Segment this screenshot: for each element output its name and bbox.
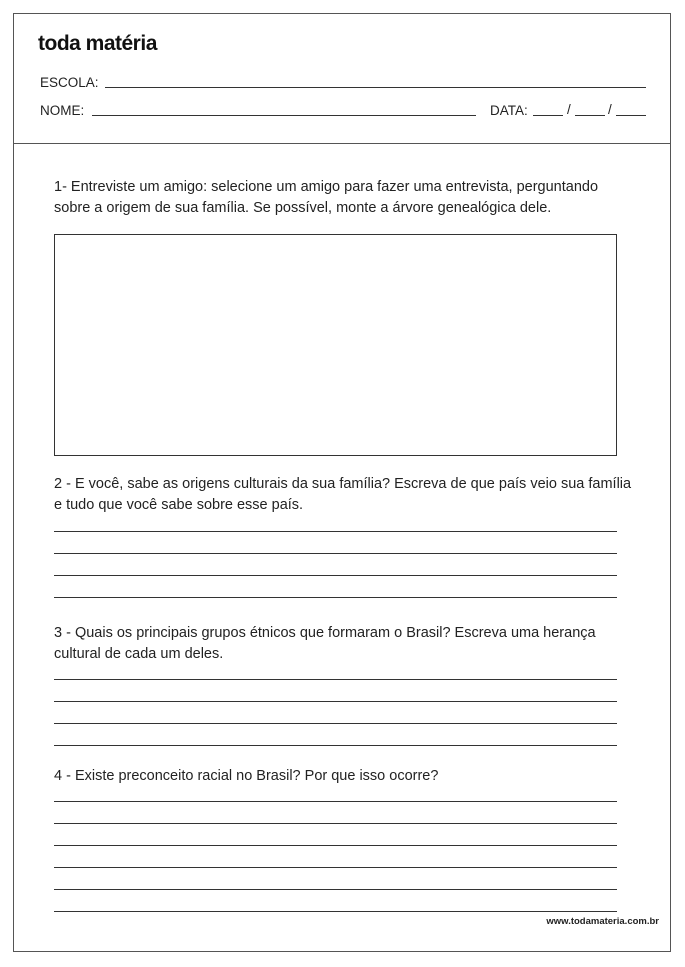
answer-box-1[interactable] — [54, 234, 617, 456]
answer-line[interactable] — [54, 723, 617, 724]
footer-website: www.todamateria.com.br — [546, 916, 659, 927]
date-separator: / — [608, 102, 612, 117]
answer-line[interactable] — [54, 597, 617, 598]
answer-line[interactable] — [54, 531, 617, 532]
escola-label: ESCOLA: — [40, 75, 99, 90]
worksheet-page — [13, 13, 671, 952]
data-label: DATA: — [490, 103, 528, 118]
date-separator: / — [567, 102, 571, 117]
answer-line[interactable] — [54, 867, 617, 868]
answer-line[interactable] — [54, 745, 617, 746]
answer-line[interactable] — [54, 575, 617, 576]
answer-line[interactable] — [54, 823, 617, 824]
escola-field[interactable] — [105, 87, 646, 88]
question-4: 4 - Existe preconceito racial no Brasil? Por que isso ocorre? — [54, 768, 439, 784]
header-divider — [14, 143, 670, 144]
nome-field[interactable] — [92, 115, 476, 116]
date-year-field[interactable] — [616, 115, 646, 116]
answer-line[interactable] — [54, 553, 617, 554]
brand-logo: toda matéria — [38, 32, 157, 55]
date-month-field[interactable] — [575, 115, 605, 116]
answer-line[interactable] — [54, 801, 617, 802]
nome-label: NOME: — [40, 103, 85, 118]
answer-line[interactable] — [54, 889, 617, 890]
answer-line[interactable] — [54, 679, 617, 680]
date-day-field[interactable] — [533, 115, 563, 116]
question-1: 1- Entreviste um amigo: selecione um amigo para fazer uma entrevista, perguntando sobre a origem de sua família. Se possível, monte a árvore genealógica dele. — [54, 179, 599, 216]
answer-line[interactable] — [54, 845, 617, 846]
question-3: 3 - Quais os principais grupos étnicos que formaram o Brasil? Escreva uma herança cultural de cada um deles. — [54, 625, 596, 662]
answer-line[interactable] — [54, 701, 617, 702]
answer-line[interactable] — [54, 911, 617, 912]
question-2: 2 - E você, sabe as origens culturais da sua família? Escreva de que país veio sua família e tudo que você sabe sobre esse país. — [54, 476, 632, 513]
